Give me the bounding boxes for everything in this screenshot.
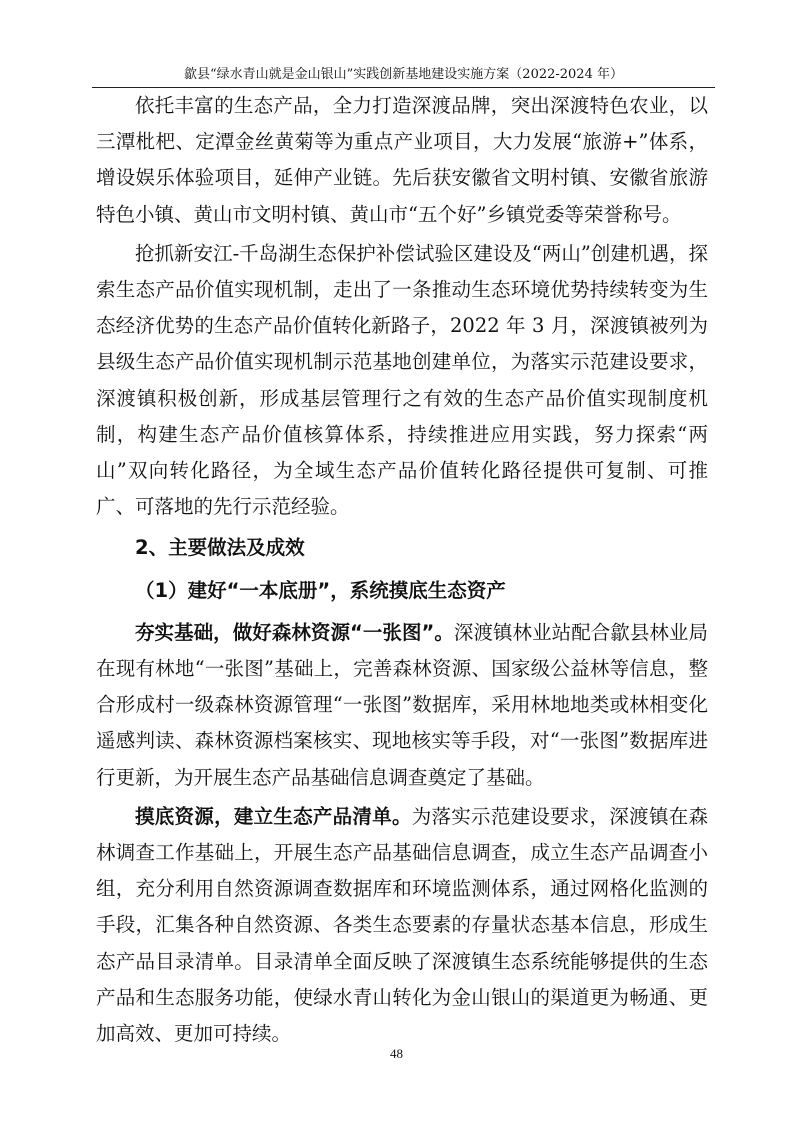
paragraph-body-forest-map: 深渡镇林业站配合歙县林业局在现有林地“一张图”基础上，完善森林资源、国家级公益林等信息，整合形成村一级森林资源管理“一张图”数据库，采用林地地类或林相变化遥感判读、森林资源档案核实、现地核实等手段，对“一张图”数据库进行更新，为开展生态产品基础信息调查奠定了基础。 [96,620,708,789]
paragraph-ecological-value: 抢抓新安江-千岛湖生态保护补偿试验区建设及“两山”创建机遇，探索生态产品价值实现机制，走出了一条推动生态环境优势持续转变为生态经济优势的生态产品价值转化新路子，2022 年 3 月，深渡镇被列为县级生态产品价值实现机制示范基地创建单位，为落实示范建设要求，深渡镇积极创新，形成基层管理行之有效的生态产品价值实现制度机制，构建生态产品价值核算体系，持续推进应用实践，努力探索“两山”双向转化路径，为全域生态产品价值转化路径提供可复制、可推广、可落地的先行示范经验。 [96,241,708,519]
subsection-heading-asset-register: （1）建好“一本底册”，系统摸底生态资产 [135,578,506,602]
page-number: 48 [390,1046,403,1061]
running-header: 歙县“绿水青山就是金山银山”实践创新基地建设实施方案（2022-2024 年） [184,67,623,82]
paragraph-body-product-inventory: 为落实示范建设要求，深渡镇在森林调查工作基础上，开展生态产品基础信息调查，成立生态产品调查小组，充分利用自然资源调查数据库和环境监测体系，通过网格化监测的手段，汇集各种自然资源、各类生态要素的存量状态基本信息，形成生态产品目录清单。目录清单全面反映了深渡镇生态系统能够提供的生态产品和生态服务功能，使绿水青山转化为金山银山的渠道更为畅通、更加高效、更加可持续。 [96,804,708,1046]
document-body [96,88,708,1052]
paragraph-shendu-industry: 依托丰富的生态产品，全力打造深渡品牌，突出深渡特色农业，以三潭枇杷、定潭金丝黄菊等为重点产业项目，大力发展“旅游+”体系，增设娱乐体验项目，延伸产业链。先后获安徽省文明村镇、安徽省旅游特色小镇、黄山市文明村镇、黄山市“五个好”乡镇党委等荣誉称号。 [96,94,708,226]
paragraph-forest-map [96,615,708,796]
paragraph-product-inventory [96,799,708,1052]
section-heading-practices: 2、主要做法及成效 [135,536,305,560]
paragraph-lead-forest-map: 夯实基础，做好森林资源“一张图”。 [135,620,454,644]
paragraph-lead-product-inventory: 摸底资源，建立生态产品清单。 [135,804,412,828]
